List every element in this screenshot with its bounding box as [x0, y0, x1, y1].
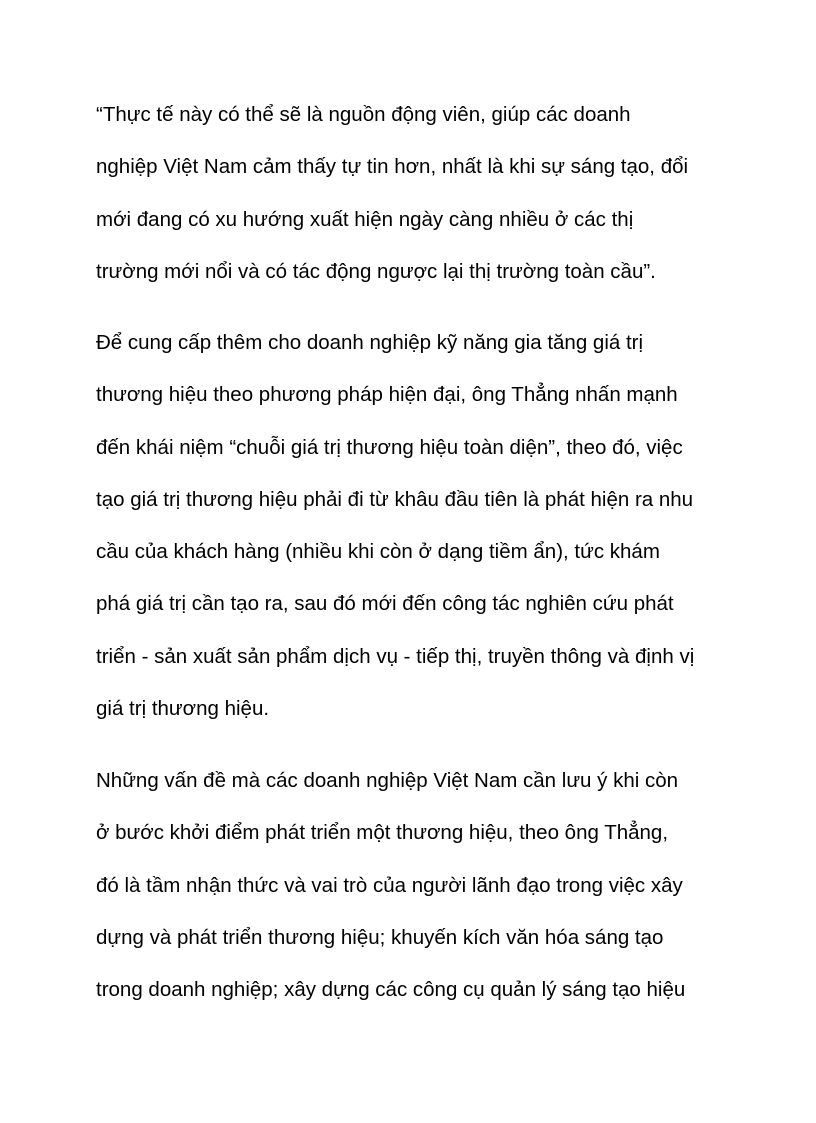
paragraph-line: đó là tầm nhận thức và vai trò của người lãnh đạo trong việc xây — [96, 873, 683, 897]
paragraph-line: giá trị thương hiệu. — [96, 697, 270, 721]
paragraph-line: đến khái niệm “chuỗi giá trị thương hiệu toàn diện”, theo đó, việc — [96, 435, 683, 459]
paragraph-line: cầu của khách hàng (nhiều khi còn ở dạng tiềm ẩn), tức khám — [96, 540, 660, 564]
paragraph-line: “Thực tế này có thể sẽ là nguồn động viên, giúp các doanh — [96, 103, 631, 126]
paragraph-line: dựng và phát triển thương hiệu; khuyến kích văn hóa sáng tạo — [96, 925, 664, 949]
paragraph-line: nghiệp Việt Nam cảm thấy tự tin hơn, nhất là khi sự sáng tạo, đổi — [96, 155, 689, 179]
paragraph-1 — [96, 89, 736, 298]
paragraph-line: phá giá trị cần tạo ra, sau đó mới đến công tác nghiên cứu phát — [96, 592, 674, 616]
paragraph-line: trong doanh nghiệp; xây dựng các công cụ quản lý sáng tạo hiệu — [96, 978, 686, 1002]
paragraph-line: thương hiệu theo phương pháp hiện đại, ông Thẳng nhấn mạnh — [96, 383, 678, 407]
paragraph-2 — [96, 317, 736, 735]
paragraph-line: trường mới nổi và có tác động ngược lại thị trường toàn cầu”. — [96, 259, 656, 283]
paragraph-line: ở bước khởi điểm phát triển một thương hiệu, theo ông Thẳng, — [96, 821, 669, 845]
paragraph-3 — [96, 755, 736, 1016]
paragraph-line: triển - sản xuất sản phẩm dịch vụ - tiếp thị, truyền thông và định vị — [96, 644, 695, 668]
paragraph-line: tạo giá trị thương hiệu phải đi từ khâu đầu tiên là phát hiện ra nhu — [96, 487, 694, 511]
paragraph-line: Để cung cấp thêm cho doanh nghiệp kỹ năng gia tăng giá trị — [96, 331, 644, 354]
paragraph-line: Những vấn đề mà các doanh nghiệp Việt Nam cần lưu ý khi còn — [96, 769, 679, 792]
paragraph-line: mới đang có xu hướng xuất hiện ngày càng nhiều ở các thị — [96, 207, 634, 231]
